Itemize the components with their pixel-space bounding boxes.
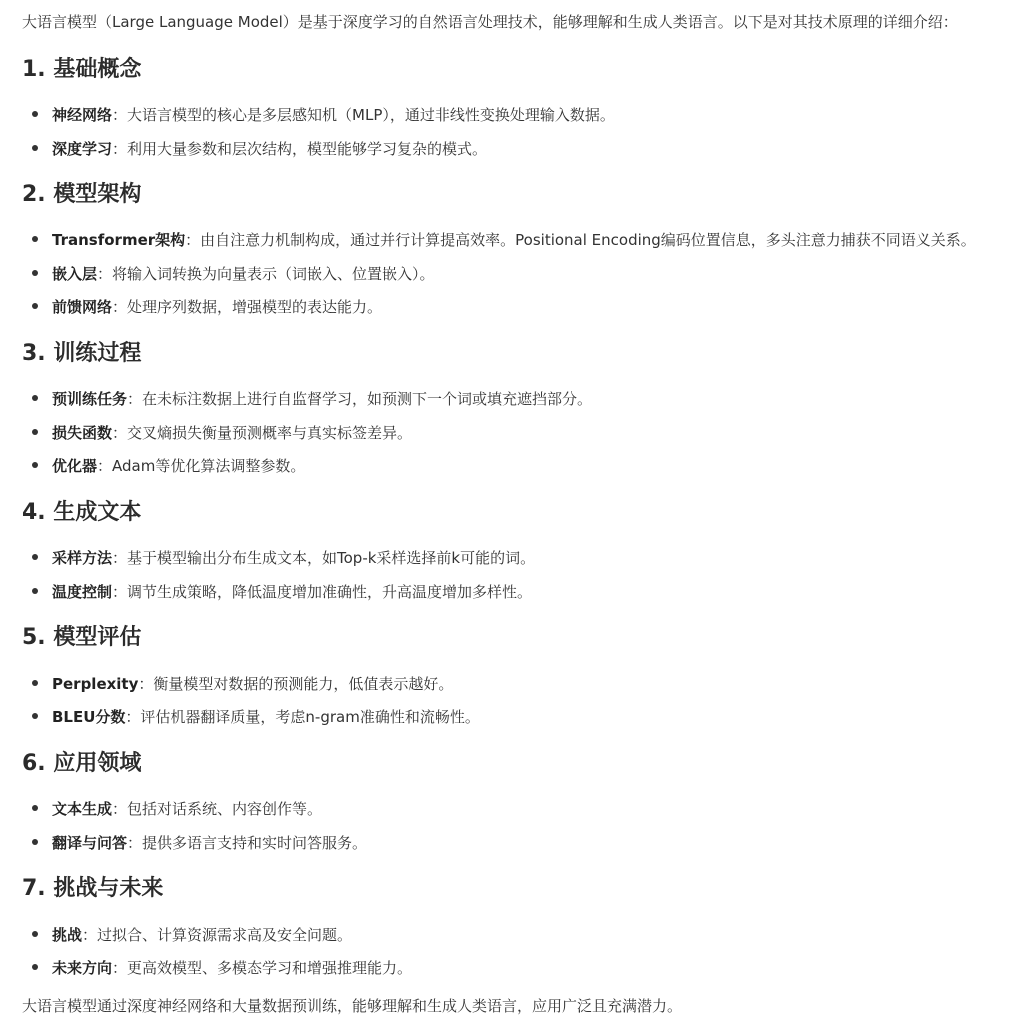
conclusion-paragraph: 大语言模型通过深度神经网络和大量数据预训练，能够理解和生成人类语言，应用广泛且充满潜力。 <box>22 997 683 1015</box>
item-term: 未来方向 <box>52 959 113 977</box>
item-term: 翻译与问答 <box>52 834 128 852</box>
section-title-model-architecture: 2. 模型架构 <box>22 182 142 207</box>
list-item <box>32 139 487 159</box>
list-item <box>32 105 615 125</box>
item-term: 优化器 <box>52 457 98 475</box>
bullet-dot <box>32 236 38 242</box>
item-description: ：由自注意力机制构成，通过并行计算提高效率。Positional Encoding编码位置信息，多头注意力捕获不同语义关系。 <box>185 231 976 249</box>
item-description: ：将输入词转换为向量表示（词嵌入、位置嵌入）。 <box>97 265 435 283</box>
item-term: 损失函数 <box>52 424 113 442</box>
list-item <box>32 925 352 945</box>
item-description: ：大语言模型的核心是多层感知机（MLP），通过非线性变换处理输入数据。 <box>112 106 615 124</box>
item-term: BLEU分数 <box>52 708 126 726</box>
list-item <box>32 582 532 602</box>
list-item <box>32 389 592 409</box>
item-term: 预训练任务 <box>52 390 128 408</box>
list-item <box>32 456 305 476</box>
bullet-dot <box>32 462 38 468</box>
bullet-dot <box>32 270 38 276</box>
item-term: 采样方法 <box>52 549 113 567</box>
section-title-challenges-future: 7. 挑战与未来 <box>22 876 164 901</box>
item-description: ：Adam等优化算法调整参数。 <box>97 457 306 475</box>
list-item <box>32 799 322 819</box>
bullet-dot <box>32 964 38 970</box>
bullet-dot <box>32 931 38 937</box>
item-description: ：包括对话系统、内容创作等。 <box>112 800 323 818</box>
item-term: 文本生成 <box>52 800 113 818</box>
item-description: ：调节生成策略，降低温度增加准确性，升高温度增加多样性。 <box>112 583 533 601</box>
item-description: ：处理序列数据，增强模型的表达能力。 <box>112 298 383 316</box>
section-title-training-process: 3. 训练过程 <box>22 341 142 366</box>
item-term: 前馈网络 <box>52 298 113 316</box>
bullet-dot <box>32 805 38 811</box>
list-item <box>32 958 412 978</box>
list-item <box>32 230 976 250</box>
intro-paragraph: 大语言模型（Large Language Model）是基于深度学习的自然语言处理技术，能够理解和生成人类语言。以下是对其技术原理的详细介绍： <box>22 13 958 31</box>
item-description: ：利用大量参数和层次结构，模型能够学习复杂的模式。 <box>112 140 488 158</box>
bullet-dot <box>32 713 38 719</box>
item-term: Perplexity <box>52 675 139 693</box>
list-item <box>32 264 435 284</box>
list-item <box>32 297 382 317</box>
item-term: 温度控制 <box>52 583 113 601</box>
item-description: ：交叉熵损失衡量预测概率与真实标签差异。 <box>112 424 413 442</box>
list-item <box>32 674 453 694</box>
bullet-dot <box>32 588 38 594</box>
item-description: ：衡量模型对数据的预测能力，低值表示越好。 <box>138 675 454 693</box>
list-item <box>32 423 412 443</box>
bullet-dot <box>32 429 38 435</box>
list-item <box>32 833 367 853</box>
bullet-dot <box>32 839 38 845</box>
section-title-text-generation: 4. 生成文本 <box>22 500 142 525</box>
bullet-dot <box>32 145 38 151</box>
item-description: ：更高效模型、多模态学习和增强推理能力。 <box>112 959 413 977</box>
item-term: Transformer架构 <box>52 231 186 249</box>
item-term: 神经网络 <box>52 106 113 124</box>
item-term: 嵌入层 <box>52 265 98 283</box>
bullet-dot <box>32 680 38 686</box>
section-title-applications: 6. 应用领域 <box>22 751 142 776</box>
bullet-dot <box>32 395 38 401</box>
list-item <box>32 548 535 568</box>
item-description: ：提供多语言支持和实时问答服务。 <box>127 834 368 852</box>
item-description: ：过拟合、计算资源需求高及安全问题。 <box>82 926 353 944</box>
section-title-model-evaluation: 5. 模型评估 <box>22 625 142 650</box>
bullet-dot <box>32 303 38 309</box>
item-term: 深度学习 <box>52 140 113 158</box>
bullet-dot <box>32 554 38 560</box>
item-term: 挑战 <box>52 926 83 944</box>
list-item <box>32 707 480 727</box>
section-title-basic-concepts: 1. 基础概念 <box>22 57 142 82</box>
item-description: ：基于模型输出分布生成文本，如Top-k采样选择前k可能的词。 <box>112 549 536 567</box>
item-description: ：评估机器翻译质量，考虑n-gram准确性和流畅性。 <box>125 708 480 726</box>
bullet-dot <box>32 111 38 117</box>
item-description: ：在未标注数据上进行自监督学习，如预测下一个词或填充遮挡部分。 <box>127 390 593 408</box>
